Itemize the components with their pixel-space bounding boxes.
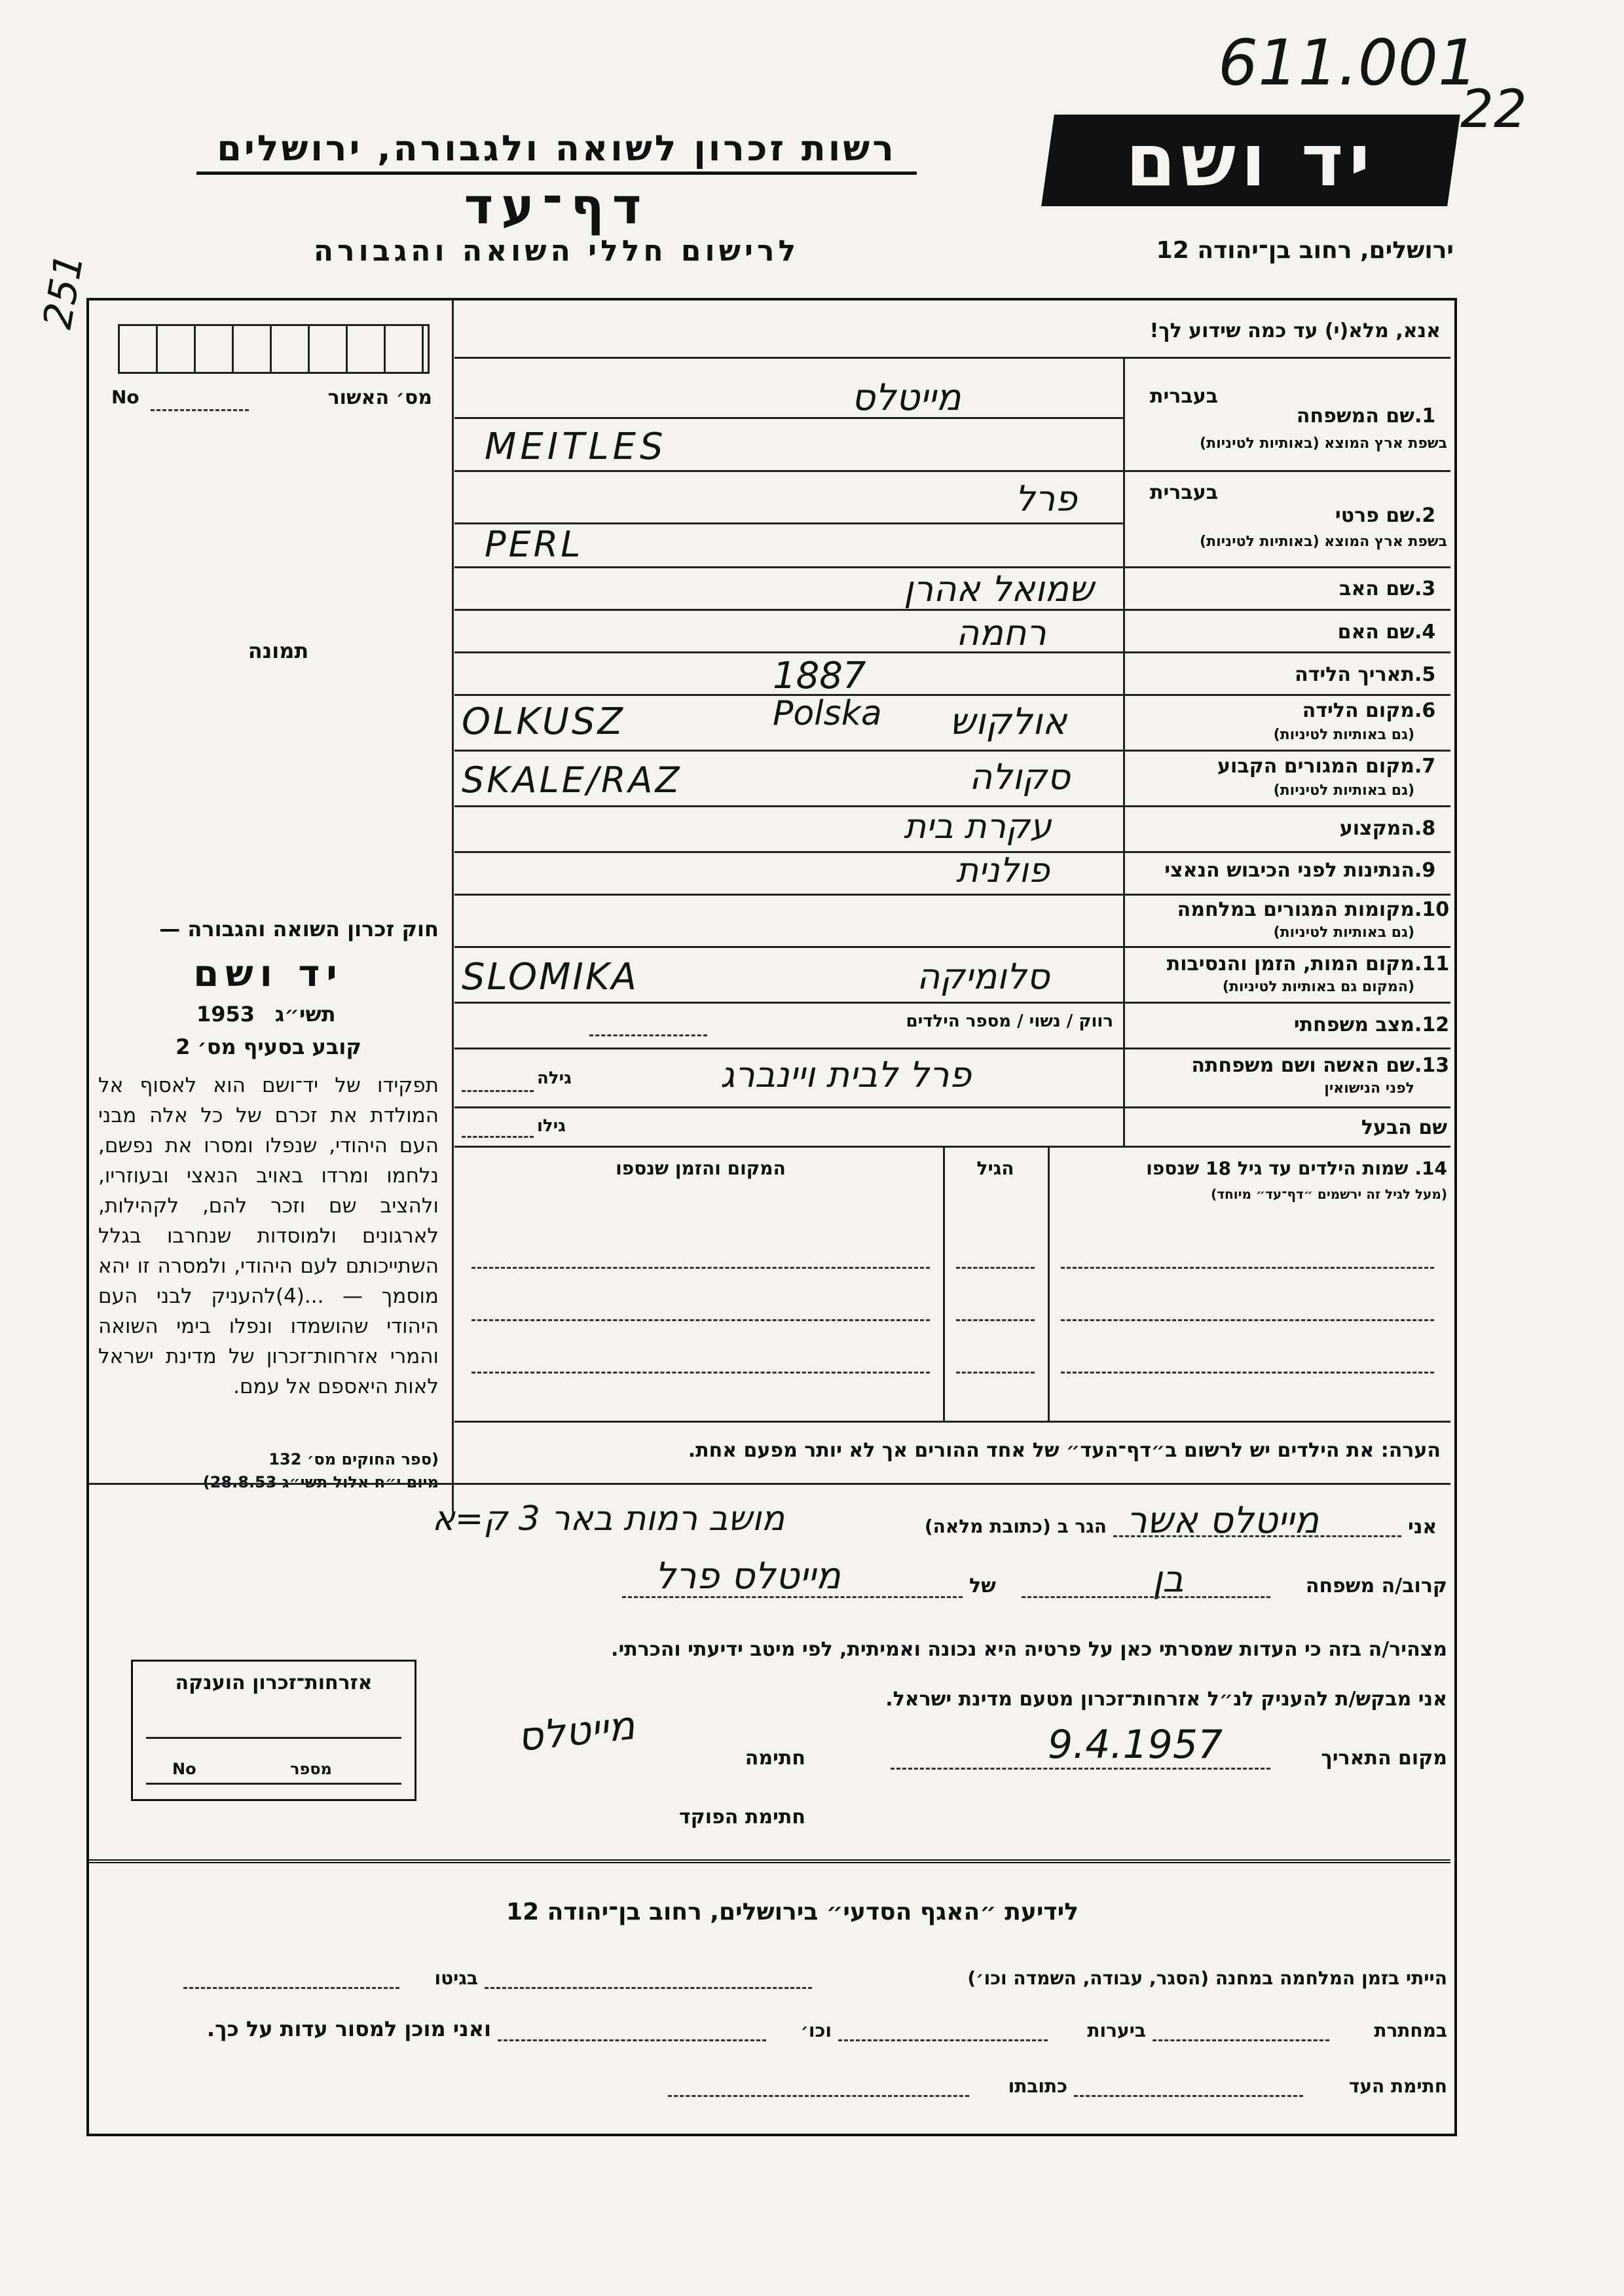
of-value: מייטלס פרל <box>655 1555 841 1597</box>
row-1-label: שם המשפחה <box>1296 405 1414 428</box>
row-4-number: 4. <box>1414 621 1436 644</box>
law-name: יד ושם <box>193 953 344 995</box>
row-12-number: 12. <box>1414 1013 1450 1036</box>
form-title: דף־עד <box>464 177 650 235</box>
row-2-lang: בעברית <box>1150 481 1218 504</box>
law-year: 1953 <box>196 1002 255 1027</box>
institution-underline <box>196 172 917 175</box>
logo-text: יד ושם <box>1126 118 1376 202</box>
certificate-line <box>146 1737 401 1739</box>
row-6-number: 6. <box>1414 699 1436 722</box>
address-value: מושב רמות באר 3 ק=א <box>432 1499 785 1539</box>
father-name: שמואל אהרן <box>904 568 1094 610</box>
row-6-label: מקום הלידה <box>1302 699 1414 722</box>
form-subtitle: לרישום חללי השואה והגבורה <box>313 234 800 268</box>
row-2-label: שם פרטי <box>1335 504 1414 527</box>
certificate-box <box>131 1660 416 1801</box>
law-text: תפקידו של יד־ושם הוא לאסוף אל המולדת את זכרם של כל אלה מבני העם היהודי, שנפלו ומסרו את נפשם, נלחמו ומרדו באויב הנאצי ובעוזריו, ולהציב שם וזכר להם, לקהילות, לארגונים ולמוסדות שנחרבו בגלל השתייכותם לעם היהודי, ולמסרה זו יהא מוסמך — ...(4)להעניק לבני העם היהודי שהושמדו ונפלו בימי השואה והמרי אזרחות־זכרון של מדינת ישראל לאות היאספם אל עמם. <box>98 1074 439 1398</box>
children-label: 14. שמות הילדים עד גיל 18 שנספו <box>1146 1157 1447 1179</box>
yad-vashem-logo <box>1041 115 1460 206</box>
row-10-sub: (גם באותיות לטיניות) <box>1273 924 1414 941</box>
row-7-sub: (גם באותיות לטיניות) <box>1273 782 1414 799</box>
declaration-request: אני מבקש/ת להעניק לנ״ל אזרחות־זכרון מטעם מדינת ישראל. <box>885 1688 1447 1711</box>
row-12-label: מצב משפחתי <box>1293 1013 1414 1036</box>
citizenship: פולנית <box>956 851 1050 890</box>
declaration-statement: מצהיר/ה בזה כי העדות שמסרתי כאן על פרטיה היא נכונה ואמיתית, לפי מיטב ידיעתי והכרתי. <box>611 1638 1447 1661</box>
row-11-number: 11. <box>1414 953 1450 975</box>
law-clause: קובע בסעיף מס׳ 2 <box>175 1034 361 1059</box>
signature-label: חתימה <box>745 1747 805 1770</box>
mother-name: רחמה <box>956 612 1046 653</box>
margin-note: 251 <box>34 250 93 333</box>
surname-hebrew: מייטלס <box>851 376 961 419</box>
certificate-number: מספר <box>290 1760 332 1778</box>
husband-label: שם הבעל <box>1361 1116 1447 1139</box>
death-place-hebrew: סלומיקה <box>917 956 1050 997</box>
children-sub: (מעל לגיל זה ירשמים ״דף־עד״ מיוחד) <box>1211 1186 1447 1202</box>
birth-date: 1887 <box>773 655 866 697</box>
row-10-label: מקומות המגורים במלחמה <box>1177 898 1414 921</box>
footer-title: לידיעת ״האגף הסדעי״ בירושלים, רחוב בן־יהודה 12 <box>506 1899 1079 1925</box>
row-9-number: 9. <box>1414 859 1436 882</box>
footer-witness-label: חתימת העד <box>1348 2075 1447 2097</box>
officer-label: חתימת הפוקד <box>679 1806 805 1829</box>
birthplace-country: Polska <box>773 694 882 733</box>
law-date: מיום י״ח אלול תשי״ג 28.8.53) <box>202 1473 439 1491</box>
first-name-latin: PERL <box>485 524 583 565</box>
row-8-number: 8. <box>1414 817 1436 840</box>
law-year-hebrew: תשי״ג <box>275 1002 336 1027</box>
photo-label: תמונה <box>248 638 309 663</box>
form-intro: אנא, מלא(י) עד כמה שידוע לך! <box>1149 319 1441 342</box>
address: ירושלים, רחוב בן־יהודה 12 <box>1156 237 1454 264</box>
certificate-title: אזרחות־זכרון הוענקה <box>175 1671 373 1694</box>
approval-line <box>151 409 249 411</box>
law-source: (ספר החוקים מס׳ 132 <box>268 1450 439 1468</box>
relation-value: בן <box>1153 1558 1184 1601</box>
footer-testimony-label: ואני מוכן למסור עדות על כך. <box>206 2016 491 2041</box>
children-age-header: הגיל <box>976 1157 1014 1179</box>
row-13-label: שם האשה ושם משפחתה <box>1191 1054 1414 1077</box>
institution-name: רשות זכרון לשואה ולגבורה, ירושלים <box>217 128 896 169</box>
wife-name: פרל לבית ויינברג <box>720 1054 972 1095</box>
declarant-label: אני <box>1408 1516 1437 1539</box>
marital-options: רווק / נשוי / מספר הילדים <box>906 1011 1113 1031</box>
wife-age-label: גילה <box>537 1068 572 1088</box>
declarant-name: מייטלס אשר <box>1126 1499 1320 1542</box>
approval-ticks <box>118 324 430 374</box>
row-4-label: שם האם <box>1337 621 1414 644</box>
row-5-label: תאריך הלידה <box>1295 663 1414 686</box>
row-7-label: מקום המגורים הקבוע <box>1217 755 1414 778</box>
law-title: חוק זכרון השואה והגבורה — <box>159 917 439 941</box>
row-13-number: 13. <box>1414 1054 1450 1077</box>
row-3-number: 3. <box>1414 577 1436 600</box>
footer-separator <box>89 1859 1450 1863</box>
residence-hebrew: סקולה <box>969 756 1071 797</box>
relation-label: קרוב/ה משפחה <box>1305 1575 1447 1597</box>
row-6-sub: (גם באותיות לטיניות) <box>1273 727 1414 743</box>
address-label: הגר ב (כתובת מלאה) <box>924 1516 1107 1537</box>
date-value: 9.4.1957 <box>1048 1722 1223 1768</box>
page-number: 22 <box>1460 79 1527 139</box>
row-1-lang: בעברית <box>1150 385 1218 408</box>
death-place-latin: SLOMIKA <box>462 956 638 998</box>
row-9-label: הנתינות לפני הכיבוש הנאצי <box>1164 859 1414 882</box>
wife-age-line <box>462 1090 534 1092</box>
children-note: הערה: את הילדים יש לרשום ב״דף־העד״ של אחד ההורים אך לא יותר מפעם אחת. <box>688 1439 1441 1462</box>
row-11-label: מקום המות, הזמן והנסיבות <box>1166 953 1414 975</box>
row-1-number: 1. <box>1414 405 1436 428</box>
row-10-number: 10. <box>1414 898 1450 921</box>
row-7-number: 7. <box>1414 755 1436 778</box>
husband-age-line <box>462 1136 534 1138</box>
footer-address-label: כתובתו <box>1008 2075 1067 2097</box>
row-3-label: שם האב <box>1339 577 1414 600</box>
children-count-line <box>589 1034 707 1036</box>
footer-underground-label: במחתרת <box>1374 2020 1447 2041</box>
footer-ghetto-label: בגיטו <box>434 1967 478 1989</box>
left-panel-divider <box>452 301 454 1512</box>
row-5-number: 5. <box>1414 663 1436 686</box>
certificate-no: No <box>172 1760 196 1778</box>
row-1-sub: בשפת ארץ המוצא (באותיות לטיניות) <box>1200 435 1447 452</box>
residence-latin: SKALE/RAZ <box>462 759 682 801</box>
children-place-header: המקום והזמן שנספו <box>616 1157 786 1179</box>
husband-age-label: גילו <box>537 1116 566 1136</box>
approval-suffix: No <box>111 386 139 408</box>
row-2-number: 2. <box>1414 504 1436 527</box>
row-2-sub: בשפת ארץ המוצא (באותיות לטיניות) <box>1200 534 1447 550</box>
row-11-sub: (המקום גם באותיות לטיניות) <box>1222 979 1414 995</box>
row-8-label: המקצוע <box>1339 817 1414 840</box>
birthplace-hebrew: אולקוש <box>950 701 1067 743</box>
row-13-sub: לפני הנישואין <box>1324 1080 1414 1097</box>
approval-label: מס׳ האשור <box>327 386 432 409</box>
footer-forest-label: ביערות <box>1087 2020 1146 2041</box>
surname-latin: MEITLES <box>485 426 667 468</box>
of-label: של <box>969 1575 996 1597</box>
profession: עקרת בית <box>904 807 1052 847</box>
signature-value: מייטלס <box>515 1702 637 1761</box>
file-number: 611.001 <box>1218 26 1478 100</box>
birthplace-latin: OLKUSZ <box>462 701 625 743</box>
place-date-label: מקום התאריך <box>1321 1747 1447 1770</box>
footer-etc-label: וכו׳ <box>800 2020 832 2041</box>
first-name-hebrew: פרל <box>1015 478 1077 519</box>
footer-camp-label: הייתי בזמן המלחמה במחנה (הסגר, עבודה, השמדה וכו׳) <box>967 1967 1447 1989</box>
